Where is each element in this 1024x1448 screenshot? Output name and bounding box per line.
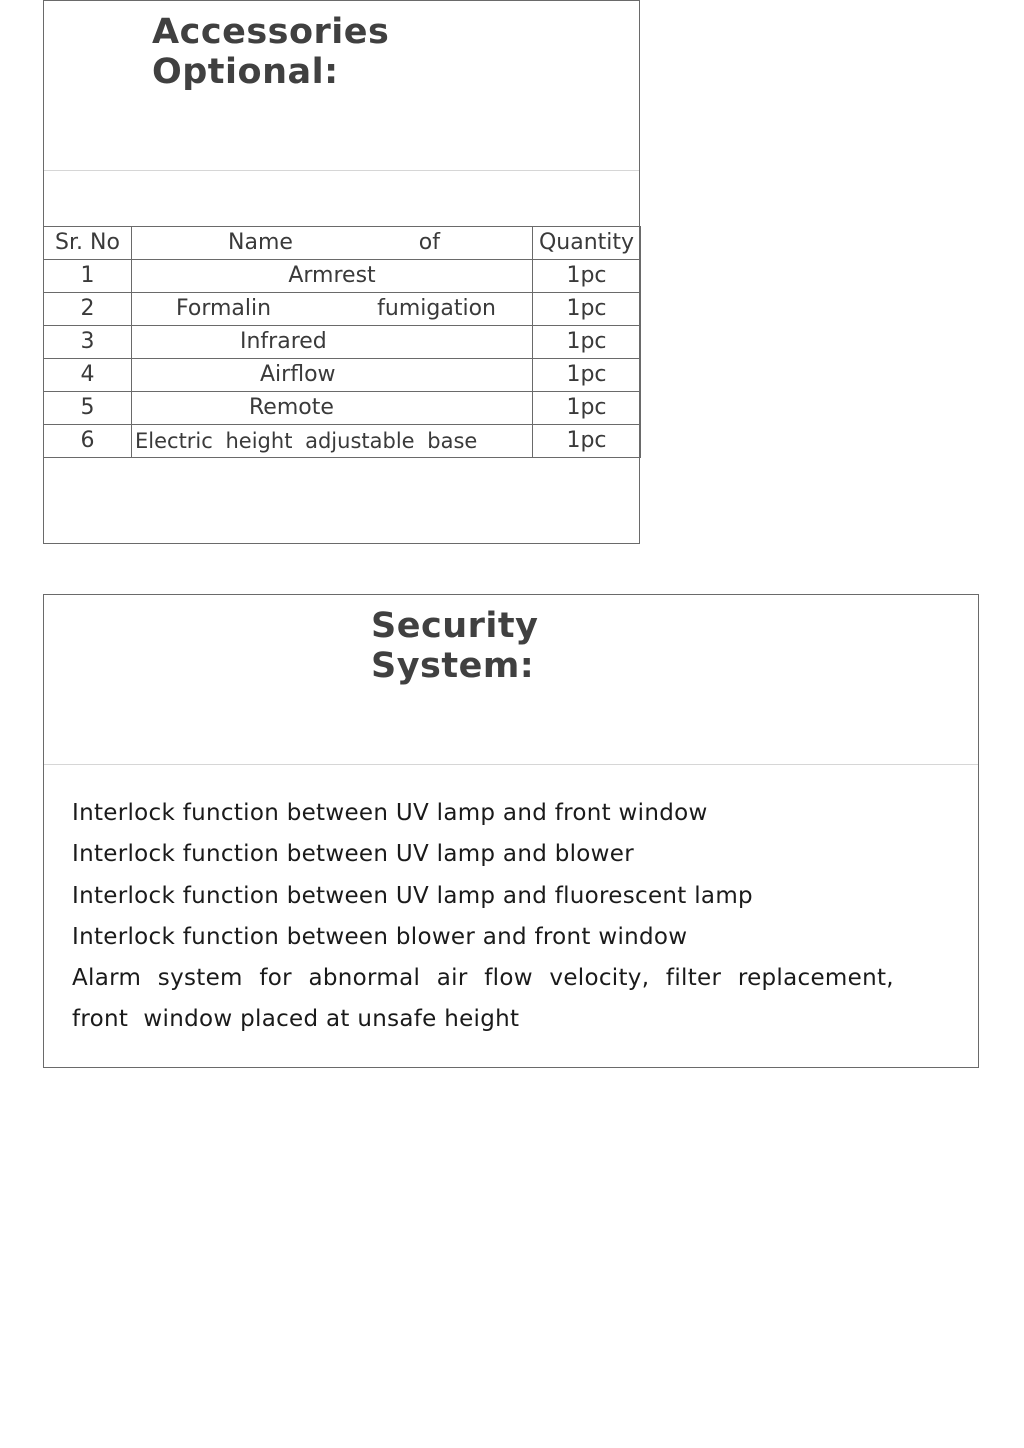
list-item: Interlock function between UV lamp and fluorescent lamp (72, 882, 753, 909)
row-qty: 1pc (533, 392, 641, 425)
security-list (72, 793, 892, 1041)
table-row (44, 260, 641, 293)
list-item: Interlock function between UV lamp and blower (72, 841, 634, 868)
row-sr: 3 (44, 326, 132, 359)
row-qty: 1pc (533, 260, 641, 293)
section-divider (44, 764, 978, 765)
accessories-title-line2: Optional: (152, 52, 339, 92)
row-sr: 5 (44, 392, 132, 425)
header-name-part1: Name (228, 230, 293, 255)
section-divider (44, 170, 639, 171)
accessories-title-line1: Accessories (152, 12, 390, 52)
table-row (44, 359, 641, 392)
row-name: Armrest (132, 260, 533, 293)
list-item: Interlock function between UV lamp and front window (72, 800, 708, 826)
table-row (44, 425, 641, 458)
row-name: Airflow (132, 359, 533, 392)
row-qty: 1pc (533, 326, 641, 359)
accessories-table (43, 226, 641, 458)
row-name: Electric height adjustable base (132, 425, 533, 458)
row-qty: 1pc (533, 359, 641, 392)
row-sr: 4 (44, 359, 132, 392)
row-sr: 6 (44, 425, 132, 458)
row-name-word2: fumigation (377, 296, 496, 321)
header-name-part2: of (418, 230, 440, 255)
accessories-title (152, 12, 389, 92)
list-item: front window placed at unsafe height (72, 1006, 520, 1033)
header-name (132, 227, 533, 260)
security-title-line1: Security (371, 606, 539, 646)
row-name (132, 293, 533, 326)
list-item: Alarm system for abnormal air flow velocity, filter replacement, (72, 965, 894, 992)
row-name-word1: Formalin (176, 296, 272, 321)
security-title (371, 606, 538, 686)
security-title-line2: System: (371, 646, 535, 686)
header-sr-no: Sr. No (44, 227, 132, 260)
row-sr: 2 (44, 293, 132, 326)
table-row (44, 392, 641, 425)
table-header-row (44, 227, 641, 260)
header-quantity: Quantity (533, 227, 641, 260)
row-sr: 1 (44, 260, 132, 293)
table-row (44, 326, 641, 359)
table-row (44, 293, 641, 326)
row-qty: 1pc (533, 293, 641, 326)
row-name: Remote (132, 392, 533, 425)
list-item: Interlock function between blower and front window (72, 923, 688, 950)
row-qty: 1pc (533, 425, 641, 458)
row-name: Infrared (132, 326, 533, 359)
